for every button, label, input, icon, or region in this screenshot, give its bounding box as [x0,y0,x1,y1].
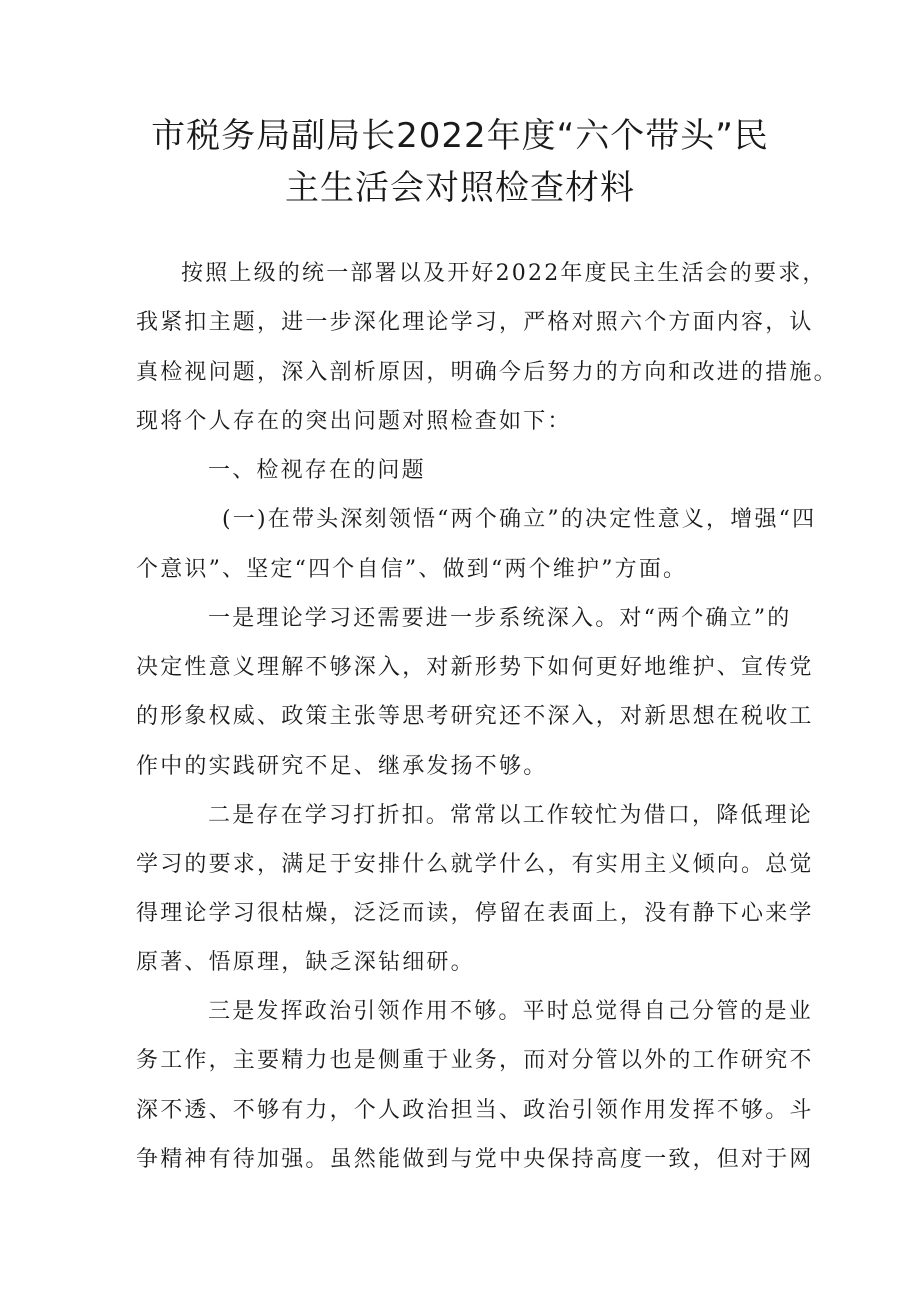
paragraph-line: 个意识”、坚定“四个自信”、做到“两个维护”方面。 [136,557,688,582]
paragraph-line: 争精神有待加强。虽然能做到与党中央保持高度一致，但对于网 [136,1147,814,1172]
paragraph-line: 作中的实践研究不足、继承发扬不够。 [136,754,548,779]
paragraph-line: 一是理论学习还需要进一步系统深入。对“两个确立”的 [208,606,792,631]
paragraph-line: 按照上级的统一部署以及开好2022年度民主生活会的要求， [181,261,827,286]
paragraph-line: 现将个人存在的突出问题对照检查如下： [136,409,572,434]
document-title-line-2: 主生活会对照检查材料 [285,168,635,208]
paragraph-line: 真检视问题，深入剖析原因，明确今后努力的方向和改进的措施。 [136,360,838,385]
paragraph-line: 的形象权威、政策主张等思考研究还不深入，对新思想在税收工 [136,704,814,729]
paragraph-line: 决定性意义理解不够深入，对新形势下如何更好地维护、宣传党 [136,655,814,680]
paragraph-line: (一)在带头深刻领悟“两个确立”的决定性意义，增强“四 [222,507,817,532]
paragraph-line: 原著、悟原理，缺乏深钻细研。 [136,950,475,975]
paragraph-line: 二是存在学习打折扣。常常以工作较忙为借口，降低理论 [208,803,814,828]
paragraph-line: 三是发挥政治引领作用不够。平时总觉得自己分管的是业 [208,999,814,1024]
section-heading: 一、检视存在的问题 [208,458,426,483]
paragraph-line: 学习的要求，满足于安排什么就学什么，有实用主义倾向。总觉 [136,852,814,877]
paragraph-line: 得理论学习很枯燥，泛泛而读，停留在表面上，没有静下心来学 [136,901,814,926]
document-title-line-1: 市税务局副局长2022年度“六个带头”民 [151,116,769,156]
paragraph-line: 我紧扣主题，进一步深化理论学习，严格对照六个方面内容，认 [136,310,814,335]
paragraph-line: 深不透、不够有力，个人政治担当、政治引领作用发挥不够。斗 [136,1098,814,1123]
paragraph-line: 务工作，主要精力也是侧重于业务，而对分管以外的工作研究不 [136,1048,814,1073]
